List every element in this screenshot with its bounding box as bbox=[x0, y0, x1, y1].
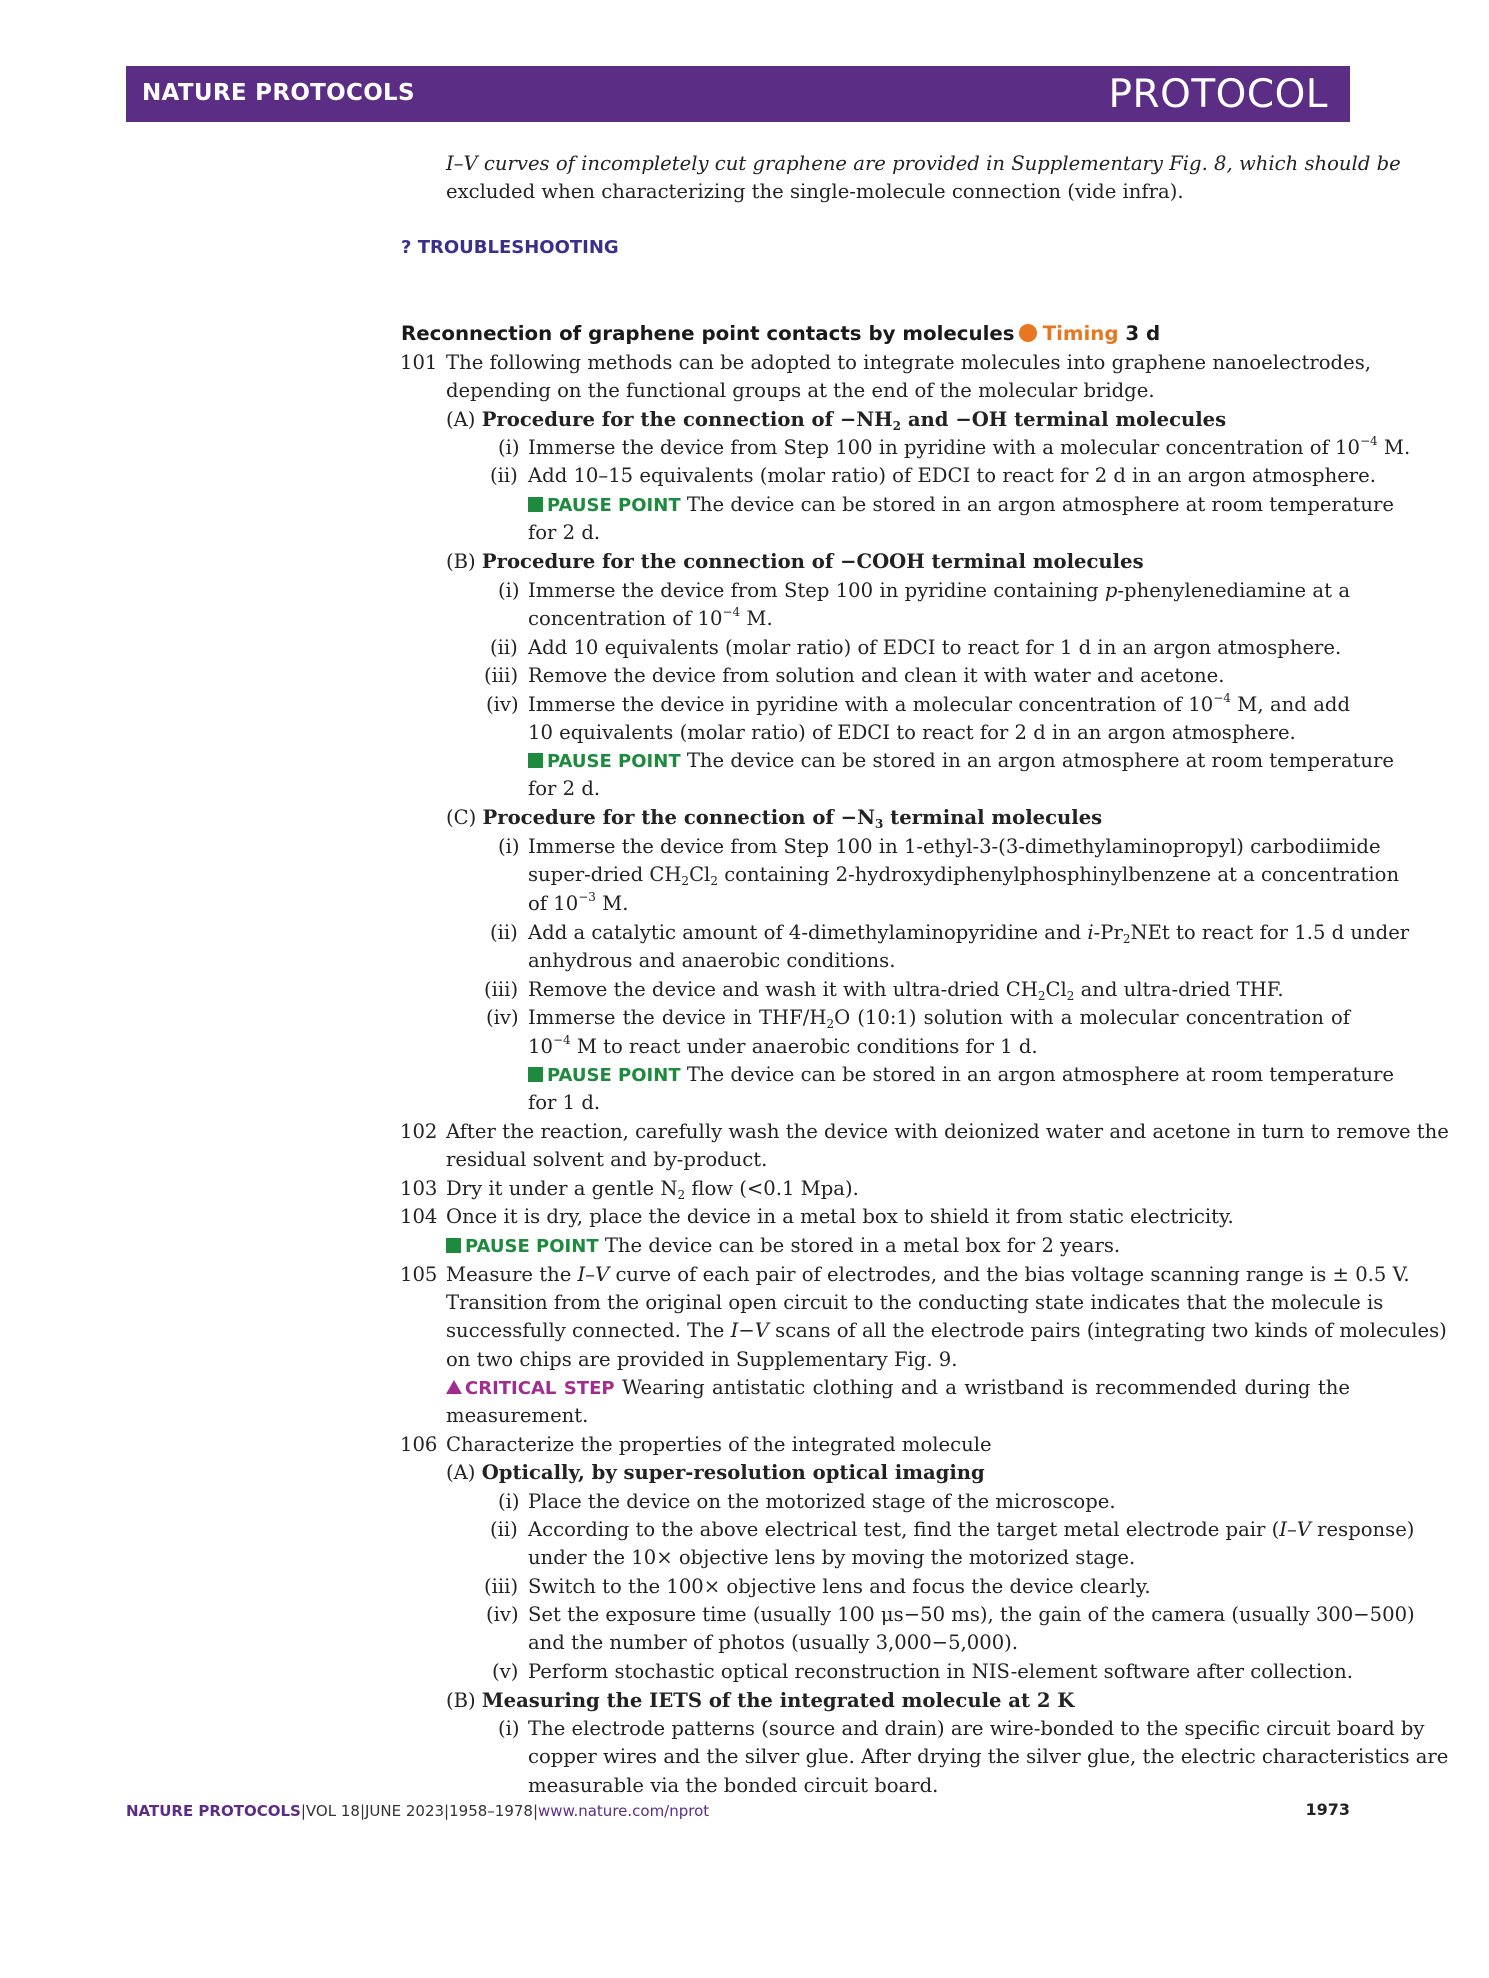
step-text: The following methods can be adopted to integrate molecules into graphene nanoelectrodes, bbox=[446, 351, 1371, 374]
step-text: Transition from the original open circuit to the conducting state indicates that the molecule is bbox=[446, 1291, 1384, 1314]
step-number: 106 bbox=[400, 1433, 438, 1456]
substep-text: Place the device on the motorized stage of the microscope. bbox=[528, 1490, 1116, 1513]
step-text: After the reaction, carefully wash the device with deionized water and acetone in turn to remove the bbox=[446, 1120, 1449, 1143]
page-number: 1973 bbox=[1305, 1800, 1350, 1819]
substep-text: Set the exposure time (usually 100 μs−50 ms), the gain of the camera (usually 300−500) bbox=[528, 1603, 1415, 1626]
intro-line-1: I–V curves of incompletely cut graphene are provided in Supplementary Fig. 8, which should be bbox=[446, 152, 1401, 175]
substep-text: concentration of $10^{-4}$ M. bbox=[528, 605, 773, 630]
substep-text: and the number of photos (usually 3,000−5,000). bbox=[528, 1631, 1019, 1654]
pause-point: PAUSE POINT The device can be stored in an argon atmosphere at room temperature bbox=[528, 1061, 1350, 1090]
substep-label: (i) bbox=[498, 1717, 520, 1740]
substep-text: Add 10 equivalents (molar ratio) of EDCI to react for 1 d in an argon atmosphere. bbox=[528, 636, 1342, 659]
substep-text: Perform stochastic optical reconstruction in NIS-element software after collection. bbox=[528, 1660, 1353, 1683]
pause-point: PAUSE POINT The device can be stored in a metal box for 2 years. bbox=[446, 1232, 1120, 1261]
intro-line-2: excluded when characterizing the single-molecule connection (vide infra). bbox=[446, 180, 1184, 203]
substep-text: Switch to the 100× objective lens and focus the device clearly. bbox=[528, 1575, 1151, 1598]
substep-label: (ii) bbox=[490, 921, 518, 944]
pause-square-icon bbox=[528, 753, 543, 768]
substep-label: (ii) bbox=[490, 464, 518, 487]
pause-square-icon bbox=[528, 1067, 543, 1082]
substep-text: Add 10–15 equivalents (molar ratio) of EDCI to react for 2 d in an argon atmosphere. bbox=[528, 464, 1376, 487]
substep-text: Immerse the device from Step 100 in 1-ethyl-3-(3-dimethylaminopropyl) carbodiimide bbox=[528, 835, 1381, 858]
substep-label: (ii) bbox=[490, 636, 518, 659]
footer-pages: 1958–1978 bbox=[449, 1802, 533, 1820]
substep-label: (iii) bbox=[484, 978, 519, 1001]
substep-label: (iii) bbox=[484, 1575, 519, 1598]
pause-square-icon bbox=[446, 1238, 461, 1253]
step-text: depending on the functional groups at the end of the molecular bridge. bbox=[446, 379, 1155, 402]
pause-square-icon bbox=[528, 497, 543, 512]
pause-point-end: for 2 d. bbox=[528, 777, 601, 800]
critical-step-end: measurement. bbox=[446, 1404, 589, 1427]
step-number: 102 bbox=[400, 1120, 438, 1143]
section-title: Reconnection of graphene point contacts by molecules bbox=[401, 322, 1015, 345]
substep-text: The electrode patterns (source and drain) are wire-bonded to the specific circuit board by bbox=[528, 1717, 1425, 1740]
pause-point-end: for 1 d. bbox=[528, 1091, 601, 1114]
option-B-heading: (B) Procedure for the connection of −COOH terminal molecules bbox=[446, 550, 1144, 573]
substep-text: under the 10× objective lens by moving the motorized stage. bbox=[528, 1546, 1136, 1569]
substep-text: Remove the device and wash it with ultra-dried $CH_2Cl_2$ and ultra-dried THF. bbox=[528, 978, 1284, 1003]
substep-text: super-dried $CH_2Cl_2$ containing 2-hydroxydiphenylphosphinylbenzene at a concentration bbox=[528, 863, 1400, 888]
substep-label: (i) bbox=[498, 835, 520, 858]
critical-step: CRITICAL STEP Wearing antistatic clothing and a wristband is recommended during the bbox=[446, 1374, 1350, 1403]
pause-point: PAUSE POINT The device can be stored in an argon atmosphere at room temperature bbox=[528, 491, 1350, 520]
substep-text: anhydrous and anaerobic conditions. bbox=[528, 949, 896, 972]
step-number: 103 bbox=[400, 1177, 438, 1200]
substep-label: (iv) bbox=[486, 1006, 519, 1029]
critical-triangle-icon bbox=[446, 1380, 462, 1394]
substep-text: Immerse the device from Step 100 in pyridine containing p-phenylenediamine at a bbox=[528, 579, 1350, 602]
step-text: residual solvent and by-product. bbox=[446, 1148, 768, 1171]
substep-text: Add a catalytic amount of 4-dimethylaminopyridine and $i-Pr_2NEt$ to react for 1.5 d under bbox=[528, 921, 1410, 946]
step-text: Characterize the properties of the integrated molecule bbox=[446, 1433, 992, 1456]
page-footer: NATURE PROTOCOLS|VOL 18|JUNE 2023|1958–1978|www.nature.com/nprot bbox=[126, 1802, 710, 1820]
journal-name: NATURE PROTOCOLS bbox=[142, 80, 415, 106]
timing-value: 3 d bbox=[1125, 322, 1161, 345]
substep-label: (v) bbox=[492, 1660, 519, 1683]
option-A-heading: (A) Optically, by super-resolution optical imaging bbox=[446, 1461, 985, 1484]
footer-date: JUNE 2023 bbox=[365, 1802, 445, 1820]
pause-point-end: for 2 d. bbox=[528, 521, 601, 544]
section-heading bbox=[401, 320, 1160, 348]
substep-text: Immerse the device in pyridine with a molecular concentration of $10^{-4}$ M, and add bbox=[528, 691, 1350, 716]
step-text: on two chips are provided in Supplementary Fig. 9. bbox=[446, 1348, 958, 1371]
step-text: successfully connected. The I−V scans of all the electrode pairs (integrating two kinds of molecules) bbox=[446, 1319, 1447, 1342]
substep-label: (iv) bbox=[486, 693, 519, 716]
substep-text: of $10^{-3}$ M. bbox=[528, 890, 629, 915]
troubleshooting-link[interactable]: ? TROUBLESHOOTING bbox=[401, 237, 619, 258]
step-number: 101 bbox=[400, 351, 438, 374]
step-number: 104 bbox=[400, 1205, 438, 1228]
step-text: Measure the I–V curve of each pair of electrodes, and the bias voltage scanning range is ± 0.5 V. bbox=[446, 1263, 1410, 1286]
substep-text: According to the above electrical test, find the target metal electrode pair (I–V response) bbox=[528, 1518, 1415, 1541]
footer-journal: NATURE PROTOCOLS bbox=[126, 1802, 301, 1820]
substep-label: (i) bbox=[498, 579, 520, 602]
option-C-heading: (C) Procedure for the connection of $-N_3$ terminal molecules bbox=[446, 806, 1103, 831]
substep-text: copper wires and the silver glue. After drying the silver glue, the electric characteristics are bbox=[528, 1745, 1449, 1768]
substep-label: (iii) bbox=[484, 664, 519, 687]
step-text: Once it is dry, place the device in a metal box to shield it from static electricity. bbox=[446, 1205, 1234, 1228]
footer-volume: VOL 18 bbox=[305, 1802, 360, 1820]
pause-point: PAUSE POINT The device can be stored in an argon atmosphere at room temperature bbox=[528, 747, 1350, 776]
substep-text: Immerse the device in THF/$H_2O$ (10:1) solution with a molecular concentration of bbox=[528, 1006, 1350, 1031]
timing-label: Timing bbox=[1042, 322, 1119, 345]
article-type: PROTOCOL bbox=[1108, 72, 1328, 117]
substep-label: (i) bbox=[498, 436, 520, 459]
step-number: 105 bbox=[400, 1263, 438, 1286]
footer-url-link[interactable]: www.nature.com/nprot bbox=[538, 1802, 710, 1820]
journal-header-bar bbox=[126, 66, 1350, 122]
option-A-heading: (A) Procedure for the connection of $-NH_2$ and −OH terminal molecules bbox=[446, 408, 1227, 433]
step-text: Dry it under a gentle $N_2$ flow (<0.1 Mpa). bbox=[446, 1177, 859, 1202]
substep-text: 10 equivalents (molar ratio) of EDCI to react for 2 d in an argon atmosphere. bbox=[528, 721, 1296, 744]
substep-text: $10^{-4}$ M to react under anaerobic conditions for 1 d. bbox=[528, 1033, 1038, 1058]
option-B-heading: (B) Measuring the IETS of the integrated molecule at 2 K bbox=[446, 1689, 1075, 1712]
substep-label: (i) bbox=[498, 1490, 520, 1513]
substep-label: (ii) bbox=[490, 1518, 518, 1541]
substep-text: Immerse the device from Step 100 in pyridine with a molecular concentration of $10^{-4}$ M. bbox=[528, 434, 1411, 459]
substep-label: (iv) bbox=[486, 1603, 519, 1626]
timing-dot-icon bbox=[1019, 324, 1037, 342]
substep-text: Remove the device from solution and clean it with water and acetone. bbox=[528, 664, 1225, 687]
substep-text: measurable via the bonded circuit board. bbox=[528, 1774, 939, 1797]
